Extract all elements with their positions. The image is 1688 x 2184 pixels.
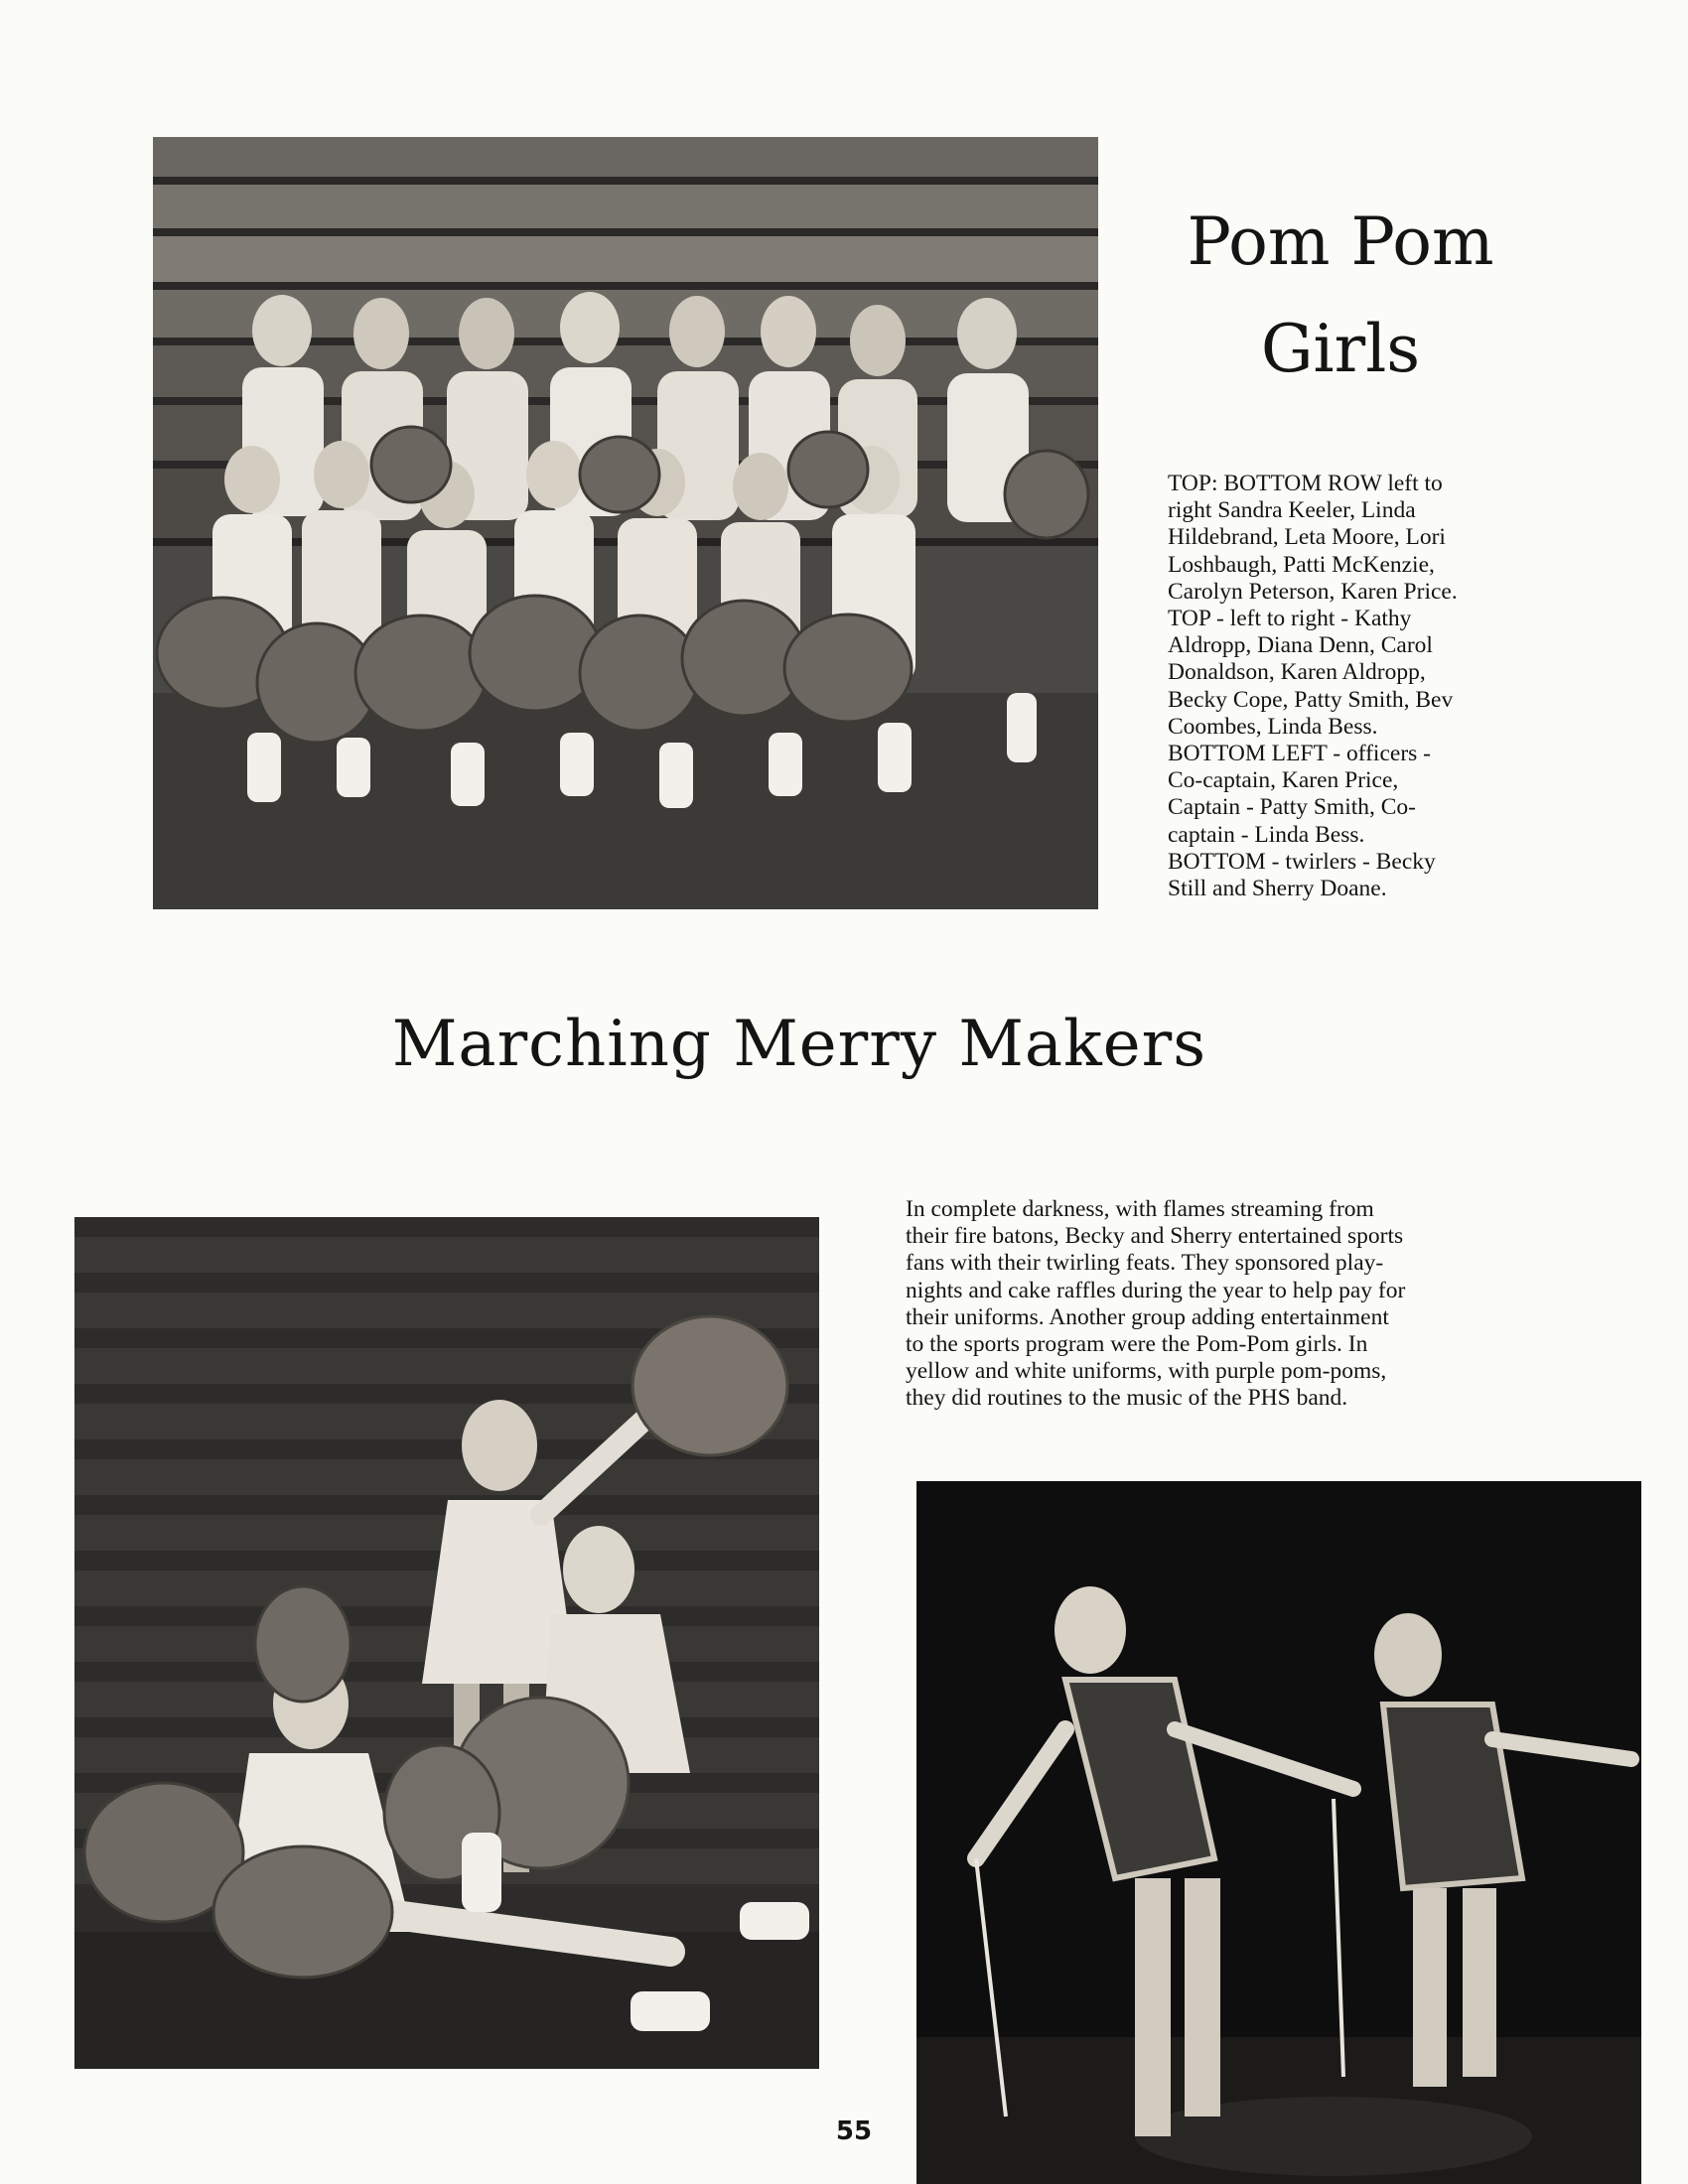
caption-line: right Sandra Keeler, Linda bbox=[1168, 497, 1416, 524]
pom-pom-group-photo bbox=[153, 137, 1098, 909]
pom-pom-caption bbox=[1168, 471, 1565, 902]
officers-photo bbox=[74, 1217, 819, 2069]
officers-photo-art bbox=[74, 1217, 819, 2069]
story-line: their fire batons, Becky and Sherry entertained sports bbox=[906, 1223, 1404, 1250]
story-line: In complete darkness, with flames streaming from bbox=[906, 1196, 1374, 1222]
caption-line: Coombes, Linda Bess. bbox=[1168, 713, 1378, 740]
caption-line: BOTTOM - twirlers - Becky bbox=[1168, 848, 1436, 875]
pom-pom-title-line2: Girls bbox=[1260, 311, 1421, 387]
story-line: fans with their twirling feats. They sponsored play- bbox=[906, 1250, 1384, 1277]
caption-line: Donaldson, Karen Aldropp, bbox=[1168, 659, 1426, 686]
story-line: to the sports program were the Pom-Pom girls. In bbox=[906, 1331, 1368, 1358]
caption-line: BOTTOM LEFT - officers - bbox=[1168, 741, 1431, 767]
caption-line: Becky Cope, Patty Smith, Bev bbox=[1168, 686, 1454, 713]
caption-line: captain - Linda Bess. bbox=[1168, 821, 1365, 848]
caption-line: TOP: BOTTOM ROW left to bbox=[1168, 471, 1443, 496]
twirlers-photo bbox=[916, 1481, 1641, 2184]
story-line: their uniforms. Another group adding entertainment bbox=[906, 1303, 1389, 1330]
pom-pom-group-photo-art bbox=[153, 137, 1098, 909]
caption-line: TOP - left to right - Kathy bbox=[1168, 606, 1412, 632]
caption-line: Hildebrand, Leta Moore, Lori bbox=[1168, 524, 1446, 551]
marching-merry-makers-title: Marching Merry Makers bbox=[391, 1008, 1207, 1081]
story-line: nights and cake raffles during the year to help pay for bbox=[906, 1277, 1406, 1303]
caption-line: Captain - Patty Smith, Co- bbox=[1168, 794, 1417, 821]
caption-line: Aldropp, Diana Denn, Carol bbox=[1168, 632, 1433, 659]
story-line: yellow and white uniforms, with purple pom-poms, bbox=[906, 1358, 1387, 1385]
story-line: they did routines to the music of the PHS band. bbox=[906, 1385, 1348, 1412]
page-number: 55 bbox=[835, 2116, 873, 2146]
caption-line: Still and Sherry Doane. bbox=[1168, 876, 1387, 902]
twirlers-photo-art bbox=[916, 1481, 1641, 2184]
caption-line: Loshbaugh, Patti McKenzie, bbox=[1168, 551, 1435, 578]
caption-line: Co-captain, Karen Price, bbox=[1168, 767, 1399, 794]
marching-story-text bbox=[906, 1196, 1581, 1413]
caption-line: Carolyn Peterson, Karen Price. bbox=[1168, 578, 1458, 605]
pom-pom-title-line1: Pom Pom bbox=[1187, 204, 1494, 280]
